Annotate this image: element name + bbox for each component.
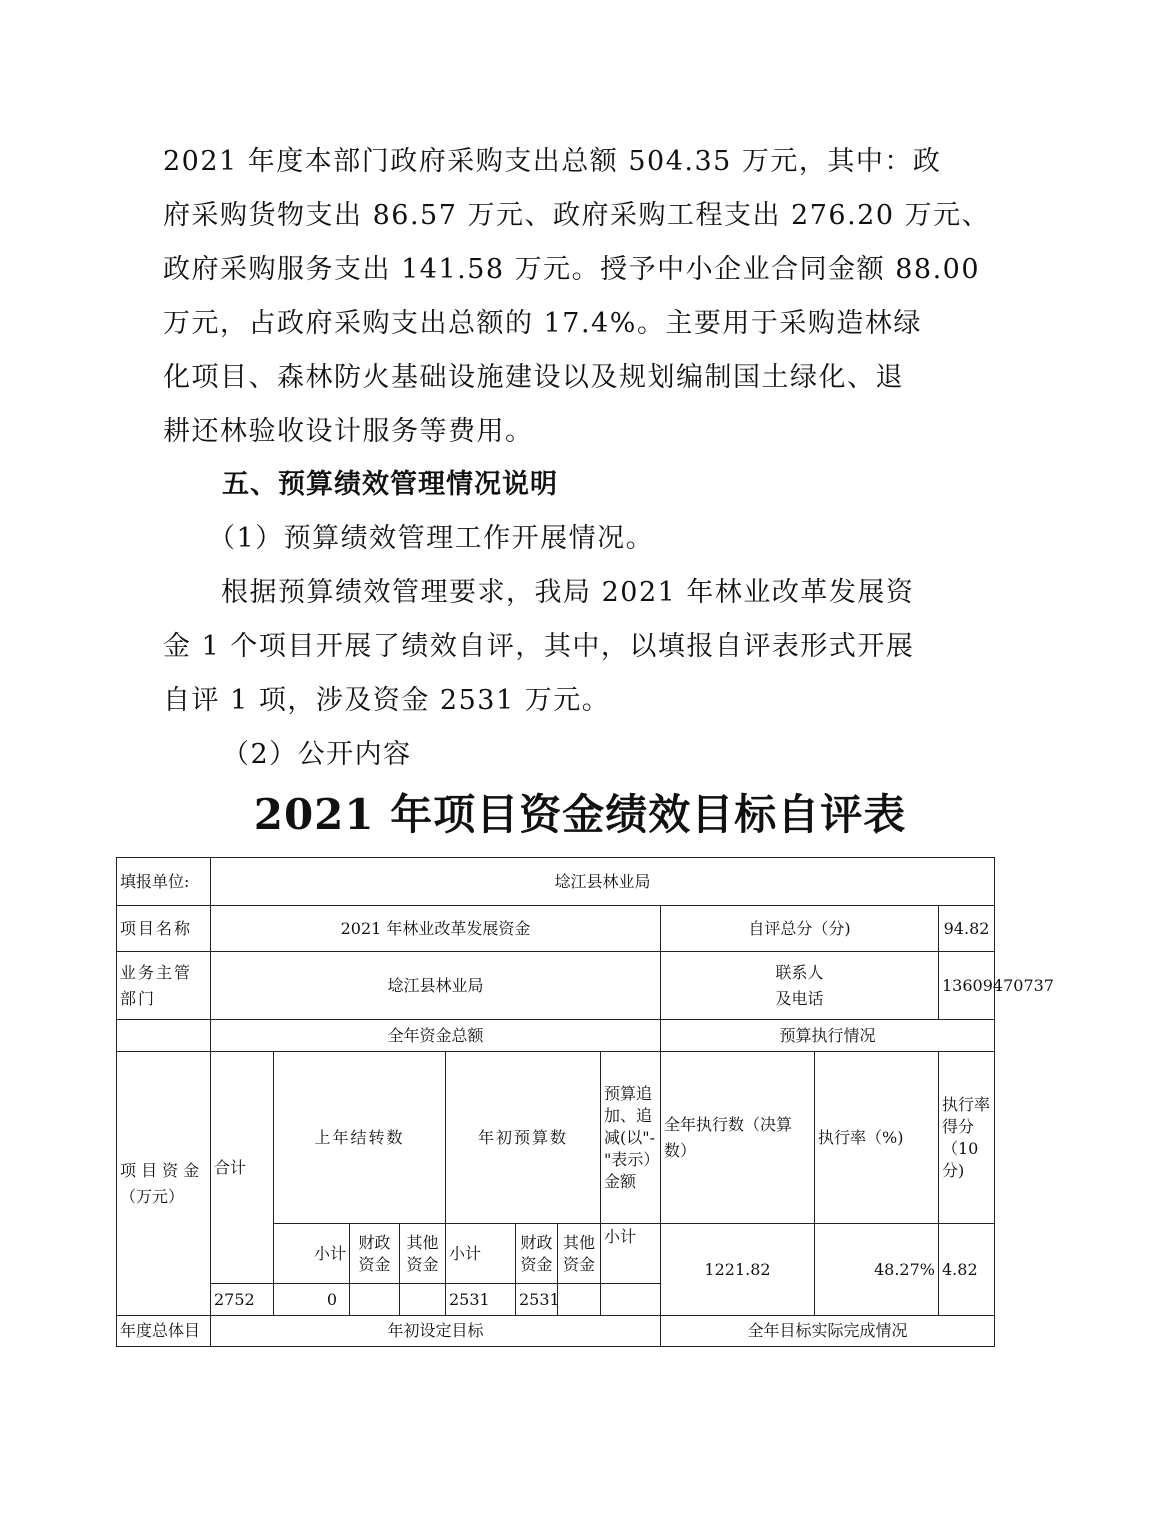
annual-exec-label: 全年执行数（决算数）	[661, 1052, 815, 1224]
unit-label: 填报单位:	[117, 858, 211, 906]
carry-subtotal-label: 小计	[274, 1224, 350, 1284]
empty-cell	[601, 1284, 661, 1316]
paragraph-line: 府采购货物支出 86.57 万元、政府采购工程支出 276.20 万元、	[163, 200, 991, 231]
self-evaluation-table	[116, 857, 1054, 1347]
paragraph-line: 根据预算绩效管理要求，我局 2021 年林业改革发展资	[221, 577, 915, 608]
contact-label	[661, 952, 939, 1020]
contact-label-line: 及电话	[775, 988, 824, 1008]
carry-other-label: 其他资金	[400, 1224, 446, 1284]
score-label: 自评总分（分)	[661, 906, 939, 952]
initial-goal-label: 年初设定目标	[211, 1316, 661, 1347]
exec-rate-label: 执行率（%)	[815, 1052, 939, 1224]
score-value: 94.82	[939, 906, 995, 952]
dept-label: 业务主管部门	[117, 952, 211, 1020]
paragraph-line: 政府采购服务支出 141.58 万元。授予中小企业合同金额 88.00	[163, 254, 981, 285]
paragraph-line: 2021 年度本部门政府采购支出总额 504.35 万元，其中：政	[163, 146, 942, 177]
total-funds-header: 全年资金总额	[211, 1020, 661, 1052]
project-name-value: 2021 年林业改革发展资金	[211, 906, 661, 952]
annual-exec-value: 1221.82	[661, 1224, 815, 1316]
paragraph-line: 万元，占政府采购支出总额的 17.4%。主要用于采购造林绿	[163, 308, 922, 339]
budget-exec-header: 预算执行情况	[661, 1020, 995, 1052]
dept-value: 埝江县林业局	[211, 952, 661, 1020]
initial-budget-label: 年初预算数	[446, 1052, 601, 1224]
funds-label: 项 目 资 金（万元）	[117, 1052, 211, 1316]
annual-goal-label: 年度总体目	[117, 1316, 211, 1347]
contact-value: 13609470737	[939, 952, 995, 1020]
carry-fiscal-label: 财政资金	[350, 1224, 400, 1284]
table-title: 2021 年项目资金绩效目标自评表	[253, 790, 907, 839]
adjust-subtotal-label: 小计	[601, 1224, 661, 1284]
contact-label-line: 联系人	[775, 962, 824, 982]
initial-subtotal-label: 小计	[446, 1224, 516, 1284]
unit-value: 埝江县林业局	[211, 858, 995, 906]
initial-fiscal-value: 2531	[516, 1284, 558, 1316]
empty-cell	[400, 1284, 446, 1316]
paragraph-line: 化项目、森林防火基础设施建设以及规划编制国土绿化、退	[163, 362, 904, 393]
subsection-2-heading: （2）公开内容	[222, 739, 412, 770]
project-name-label: 项目名称	[117, 906, 211, 952]
carryover-label: 上年结转数	[274, 1052, 446, 1224]
section-heading: 五、预算绩效管理情况说明	[222, 469, 558, 500]
initial-subtotal-value: 2531	[446, 1284, 516, 1316]
paragraph-line: 耕还林验收设计服务等费用。	[163, 416, 534, 447]
empty-cell	[350, 1284, 400, 1316]
paragraph-line: 金 1 个项目开展了绩效自评，其中，以填报自评表形式开展	[163, 631, 915, 662]
carry-subtotal-value: 0	[274, 1284, 350, 1316]
adjust-label: 预算追加、追减(以"-"表示）金额	[601, 1052, 661, 1224]
subsection-1-heading: （1）预算绩效管理工作开展情况。	[208, 523, 655, 554]
total-value: 2752	[211, 1284, 274, 1316]
paragraph-line: 自评 1 项，涉及资金 2531 万元。	[163, 685, 611, 716]
empty-cell	[558, 1284, 601, 1316]
exec-score-value: 4.82	[939, 1224, 995, 1316]
performance-paragraph	[163, 566, 915, 728]
exec-rate-value: 48.27%	[815, 1224, 939, 1316]
initial-other-label: 其他资金	[558, 1224, 601, 1284]
empty-cell	[117, 1020, 211, 1052]
total-label: 合计	[211, 1052, 274, 1284]
exec-score-label: 执行率得分（10分)	[939, 1052, 995, 1224]
initial-fiscal-label: 财政资金	[516, 1224, 558, 1284]
actual-completion-label: 全年目标实际完成情况	[661, 1316, 995, 1347]
procurement-paragraph	[163, 135, 991, 459]
